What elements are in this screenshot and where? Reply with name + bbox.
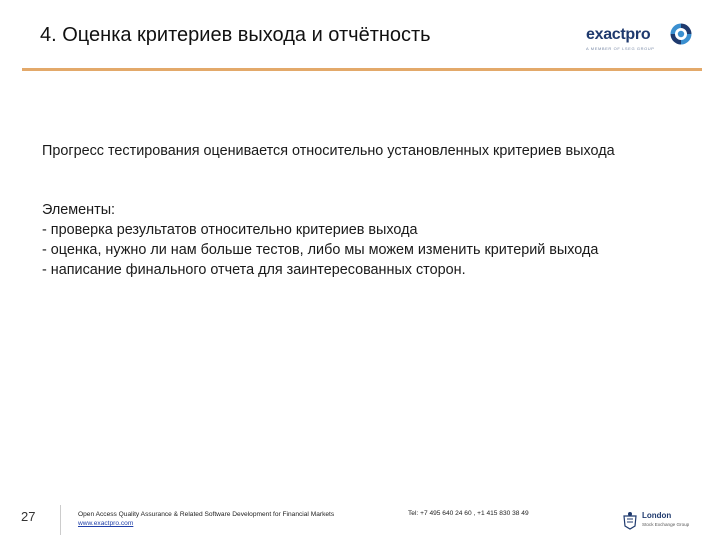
list-item: - оценка, нужно ли нам больше тестов, либо мы можем изменить критерий выхода	[42, 242, 599, 258]
list-item: - написание финального отчета для заинтересованных сторон.	[42, 262, 466, 278]
exactpro-logo-icon	[669, 22, 693, 46]
lse-subtitle: Stock Exchange Group	[642, 522, 690, 527]
elements-list	[42, 200, 598, 280]
exactpro-logo	[586, 22, 694, 52]
footer-website-link[interactable]: www.exactpro.com	[78, 520, 134, 527]
elements-heading: Элементы:	[42, 202, 116, 218]
intro-text: Прогресс тестирования оценивается относительно установленных критериев выхода	[42, 143, 615, 159]
footer-description-text: Open Access Quality Assurance & Related Software Development for Financial Markets	[78, 511, 335, 518]
logo-wordmark: exactpro	[586, 26, 651, 43]
footer-description	[78, 510, 334, 528]
page-number: 27	[21, 509, 36, 524]
lse-logo	[620, 508, 700, 532]
list-item: - проверка результатов относительно критериев выхода	[42, 222, 418, 238]
footer-phone: Tel: +7 495 640 24 60 , +1 415 830 38 49	[408, 510, 529, 517]
footer-divider	[60, 505, 61, 535]
slide-title: 4. Оценка критериев выхода и отчётность	[40, 24, 431, 46]
lse-name: London	[642, 511, 672, 520]
header-divider	[22, 68, 702, 71]
logo-tagline: A MEMBER OF LSEG GROUP	[586, 46, 655, 51]
lse-crest-icon	[620, 510, 640, 530]
